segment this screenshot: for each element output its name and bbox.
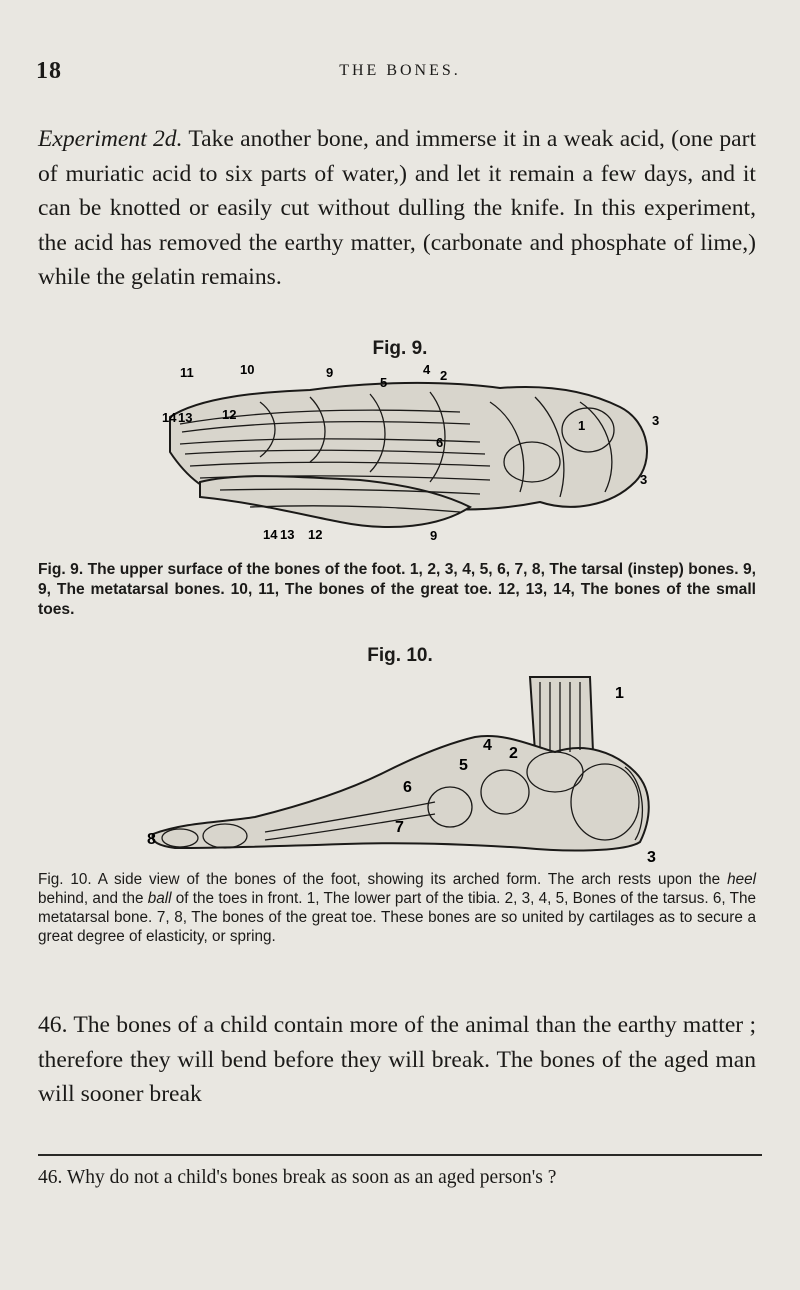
fig10-caption	[38, 870, 756, 946]
experiment-label: Experiment 2d.	[38, 126, 183, 152]
svg-text:13: 13	[280, 527, 295, 542]
running-head: THE BONES.	[339, 62, 461, 79]
fig10-caption-start: Fig. 10. A side view of the bones of the foot, showing its arched form. The arch rests upon the	[38, 871, 728, 888]
svg-text:5: 5	[380, 375, 388, 390]
paragraph-46: 46. The bones of a child contain more of the animal than the earthy matter ; therefore they will bend before they will break. The bones of the aged man will sooner break	[38, 1012, 756, 1107]
experiment-text: Take another bone, and immerse it in a weak acid, (one part of muriatic acid to six parts of water,) and let it remain a few days, and it can be knotted or easily cut without dulling the knife. In this experiment, the acid has removed the earthy matter, (carbonate and phosphate of lime,) while the gelatin remains.	[38, 126, 757, 290]
svg-text:4: 4	[423, 362, 431, 377]
fig10-caption-end: of the toes in front. 1, The lower part of the tibia. 2, 3, 4, 5, Bones of the tarsus. 6, The metatarsal bone. 7, 8, The bones of the great toe. These bones are so united by cartilages as to secure a great degree of elasticity, or spring.	[38, 890, 757, 945]
fig10-caption-ball: ball	[147, 890, 172, 907]
svg-text:5: 5	[459, 757, 468, 774]
fig9-title: Fig. 9.	[372, 338, 428, 359]
svg-text:7: 7	[395, 819, 404, 836]
fig10-illustration	[145, 672, 665, 862]
fig9-illustration	[140, 362, 680, 552]
svg-text:9: 9	[326, 365, 334, 380]
svg-text:3: 3	[652, 413, 660, 428]
svg-text:14: 14	[162, 410, 177, 425]
svg-text:12: 12	[222, 407, 237, 422]
svg-text:8: 8	[147, 831, 156, 848]
svg-text:2: 2	[509, 745, 518, 762]
svg-text:2: 2	[440, 368, 448, 383]
svg-text:14: 14	[263, 527, 278, 542]
svg-text:10: 10	[240, 362, 255, 377]
fig10-title: Fig. 10.	[367, 645, 433, 666]
svg-text:1: 1	[615, 685, 624, 702]
footnote-rule	[38, 1154, 762, 1156]
svg-text:6: 6	[403, 779, 412, 796]
svg-text:9: 9	[430, 528, 438, 543]
fig9-caption: Fig. 9. The upper surface of the bones of the foot. 1, 2, 3, 4, 5, 6, 7, 8, The tarsal (instep) bones. 9, 9, The metatarsal bones. 10, 11, The bones of the great toe. 12, 13, 14, The bones of the small toes.	[38, 561, 756, 618]
footnote-question: 46. Why do not a child's bones break as soon as an aged person's ?	[38, 1167, 557, 1188]
fig10-caption-heel: heel	[727, 871, 756, 888]
page-number: 18	[36, 58, 62, 84]
svg-text:13: 13	[178, 410, 193, 425]
svg-text:11: 11	[180, 365, 194, 380]
svg-text:1: 1	[578, 418, 586, 433]
svg-text:6: 6	[436, 435, 444, 450]
svg-text:3: 3	[640, 472, 648, 487]
fig10-caption-mid: behind, and the	[38, 890, 148, 907]
svg-text:4: 4	[483, 737, 492, 754]
svg-text:12: 12	[308, 527, 323, 542]
experiment-paragraph	[38, 122, 756, 295]
svg-text:3: 3	[647, 849, 656, 862]
